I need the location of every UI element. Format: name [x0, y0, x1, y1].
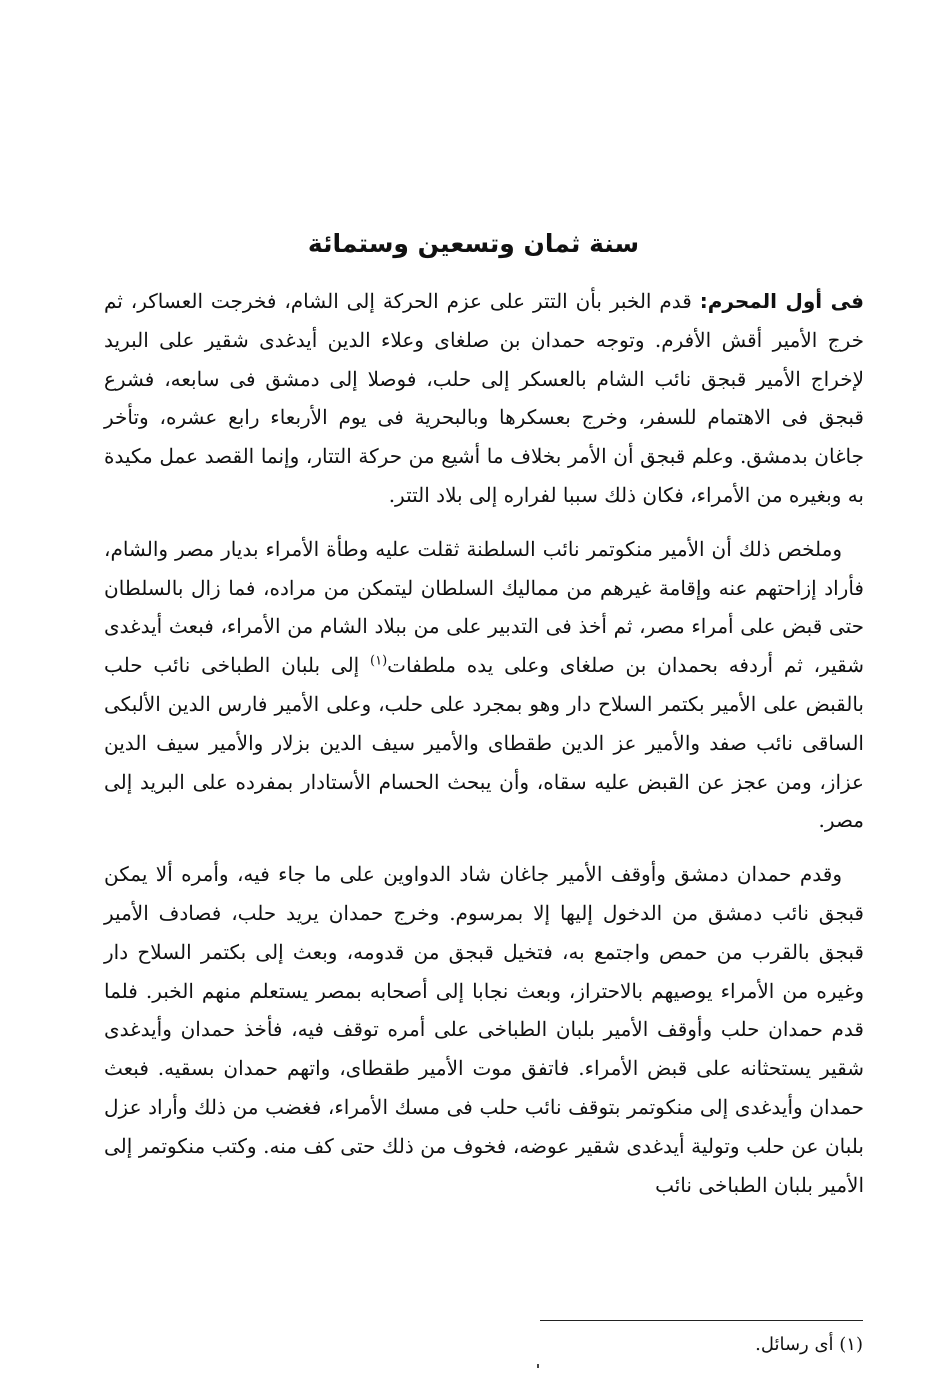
paragraph-2-text-a: وملخص ذلك أن الأمير منكوتمر نائب السلطنة ثقلت عليه وطأة الأمراء بديار مصر والشام، فأراد إزاحتهم عنه وإقامة غيرهم من مماليك السلطان ليتمكن من مراده، فما زال بالسلطان حتى قبض على أمراء مصر، ثم أخذ فى التدبير على من ببلاد الشام من الأمراء، فبعث أيدغدى شقير، ثم أردفه بحمدان بن صلغاى وعلى يده ملطفات	[104, 536, 864, 678]
paragraph-1	[104, 282, 864, 515]
paragraph-1-lead: فى أول المحرم:	[699, 289, 864, 313]
paragraph-3-text: وقدم حمدان دمشق وأوقف الأمير جاغان شاد الدواوين على ما جاء فيه، وأمره ألا يمكن قبجق نائب دمشق من الدخول إليها إلا بمرسوم. وخرج حمدان يريد حلب، فصادف الأمير قبجق بالقرب من حمص واجتمع به، فتخيل قبجق من قدومه، وبعث إلى بكتمر السلاح دار وغيره من الأمراء يوصيهم بالاحتراز، وبعث نجابا إلى أصحابه بمصر يستعلم منهم الخبر. فلما قدم حمدان حلب وأوقف الأمير بلبان الطباخى على أمره توقف فيه، فأخذ حمدان وأيدغدى شقير يستحثانه على قبض الأمراء. فاتفق موت الأمير طقطاى، واتهم حمدان بسقيه. فبعث حمدان وأيدغدى إلى منكوتمر بتوقف نائب حلب فى مسك الأمراء، فغضب من ذلك وأراد عزل بلبان عن حلب وتولية أيدغدى شقير عوضه، فخوف من ذلك حتى كف منه. وكتب منكوتمر إلى الأمير بلبان الطباخى نائب	[104, 862, 864, 1197]
footnote-number: (١)	[839, 1334, 863, 1355]
page-mark	[537, 1364, 539, 1368]
page-title: سنة ثمان وتسعين وستمائة	[307, 229, 640, 258]
footnote-divider	[540, 1320, 863, 1321]
paragraph-3	[104, 855, 864, 1204]
body-text	[104, 282, 864, 1219]
paragraph-2-text-b: إلى بلبان الطباخى نائب حلب بالقبض على الأمير بكتمر السلاح دار وهو بمجرد على حلب، وعلى الأمير فارس الدين الألبكى الساقى نائب صفد والأمير عز الدين طقطاى والأمير سيف الدين بزلار والأمير سيف الدين عزاز، ومن عجز عن القبض عليه سقاه، وأن يبحث الحسام الأستادار بمفرده على البريد إلى مصر.	[104, 653, 864, 833]
footnote-text: أى رسائل.	[755, 1334, 834, 1355]
paragraph-2	[104, 530, 864, 840]
footnote	[755, 1331, 863, 1359]
paragraph-1-text: قدم الخبر بأن التتر على عزم الحركة إلى الشام، فخرجت العساكر، ثم خرج الأمير أقش الأفرم. وتوجه حمدان بن صلغاى وعلاء الدين أيدغدى شقير على البريد لإخراج الأمير قبجق نائب الشام بالعسكر إلى حلب، فوصلا إلى دمشق فى سابعه، فشرع قبجق فى الاهتمام للسفر، وخرج بعسكرها وبالبحرية فى يوم الأربعاء رابع عشره، وتأخر جاغان بدمشق. وعلم قبجق أن الأمر بخلاف ما أشيع من حركة التتار، وإنما القصد عمل مكيدة به وبغيره من الأمراء، فكان ذلك سببا لفراره إلى بلاد التتر.	[104, 289, 864, 507]
footnote-reference: (١)	[370, 653, 388, 669]
